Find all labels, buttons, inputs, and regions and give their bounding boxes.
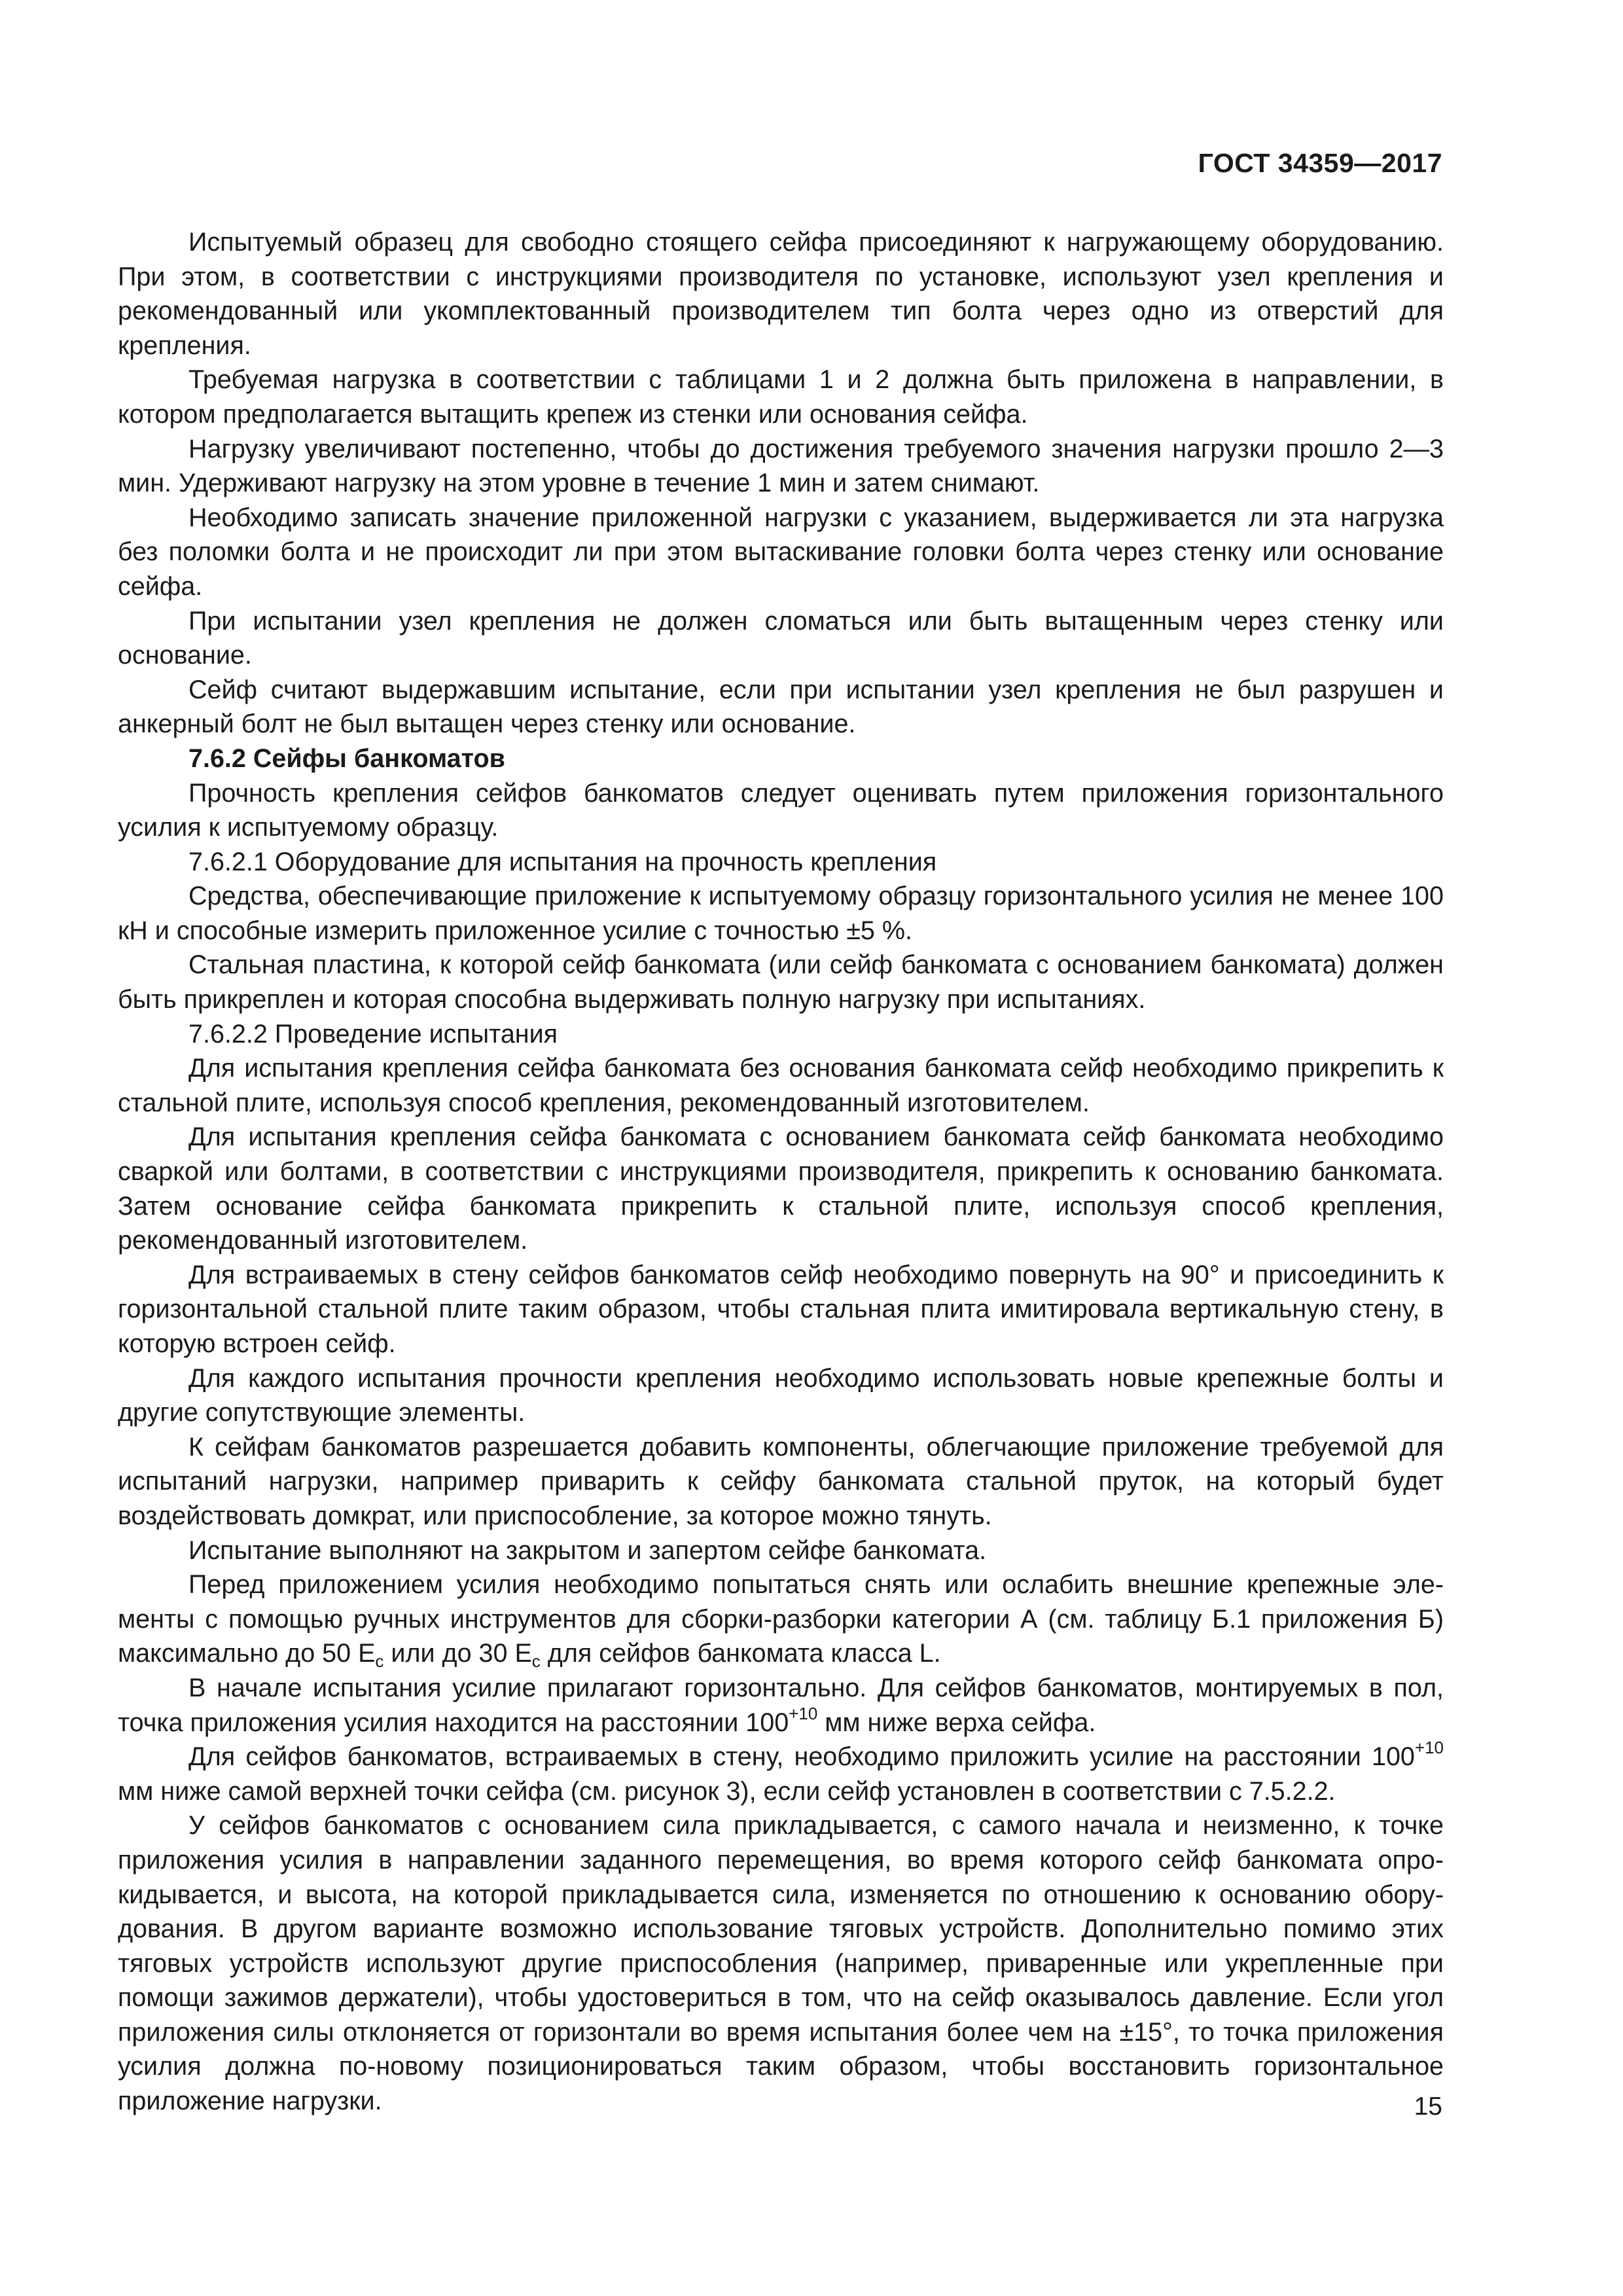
subsection-heading: 7.6.2.1 Оборудование для испытания на прочность крепления xyxy=(188,847,937,876)
document-body xyxy=(118,225,1444,2119)
subsection-heading: 7.6.2.2 Проведение испытания xyxy=(188,1019,558,1049)
paragraph: Стальная пластина, к которой сейф банкомата (или сейф банкомата с основанием банкомата) должен быть прикреплен и которая способна выдерживать полную нагрузку при испытаниях. xyxy=(118,950,1444,1014)
paragraph: Для испытания крепления сейфа банкомата с основанием банкомата сейф банкомата необходимо сваркой или болтами, в соответствии с инструкциями производителя, прикрепить к основанию банкомата. Затем основание сейфа банкомата прикрепить к стальной плите, используя способ крепления, рекомендованный изготовителем. xyxy=(118,1122,1444,1255)
paragraph: Для встраиваемых в стену сейфов банкоматов сейф необходимо повернуть на 90° и присоединить к горизонтальной стальной плите таким образом, чтобы стальная плита имитировала вертикальную стену, в которую встроен сейф. xyxy=(118,1260,1444,1358)
section-heading: 7.6.2 Сейфы банкоматов xyxy=(188,744,505,773)
paragraph: У сейфов банкоматов с основанием сила прикладывается, с самого начала и неизменно, к точке приложения усилия в направлении заданного перемещения, во время которого сейф банкомата опрокидывается, и высота, на которой прикладывается сила, изменяется по отношению к основанию оборудования. В другом варианте возможно использование тяговых устройств. Дополнительно помимо этих тяговых устройств используют другие приспособления (например, приваренные или укрепленные при помощи зажимов держатели), чтобы удостовериться в том, что на сейф оказывалось давление. Если угол приложения силы отклоняется от горизонтали во время испытания более чем на ±15°, то точка приложения усилия должна по-новому позиционироваться таким образом, чтобы восстановить горизонтальное приложение нагрузки. xyxy=(118,1811,1444,2116)
tolerance-superscript: +10 xyxy=(789,1703,818,1723)
text-run: мм ниже верха сейфа. xyxy=(817,1708,1096,1737)
paragraph: Для испытания крепления сейфа банкомата без основания банкомата сейф необходимо прикрепить к стальной плите, используя способ крепления, рекомендованный изготовителем. xyxy=(118,1054,1444,1117)
paragraph: Необходимо записать значение приложенной нагрузки с указанием, выдерживается ли эта нагрузка без поломки болта и не происходит ли при этом вытаскивание головки болта через стенку или основание сейфа. xyxy=(118,503,1444,601)
paragraph: Нагрузку увеличивают постепенно, чтобы до достижения требуемого значения нагрузки прошло 2—3 мин. Удерживают нагрузку на этом уровне в течение 1 мин и затем снимают. xyxy=(118,434,1444,498)
text-run: Перед приложением усилия необходимо попытаться снять или ослабить внешние крепежные элементы с помощью ручных инструментов для сборки-разборки категории А (см. таблицу Б.1 приложения Б) максимально до 50 Е xyxy=(118,1570,1444,1668)
text-run: или до 30 Е xyxy=(383,1639,532,1668)
paragraph: Средства, обеспечивающие приложение к испытуемому образцу горизонтального усилия не менее 100 кН и способные измерить приложенное усилие с точностью ±5 %. xyxy=(118,882,1444,945)
paragraph-floor-safes xyxy=(118,1671,1444,1740)
paragraph: Требуемая нагрузка в соответствии с таблицами 1 и 2 должна быть приложена в направлении, в котором предполагается вытащить крепеж из стенки или основания сейфа. xyxy=(118,365,1444,429)
standard-designation: ГОСТ 34359—2017 xyxy=(1198,148,1442,178)
paragraph: Испытуемый образец для свободно стоящего сейфа присоединяют к нагружающему оборудованию. При этом, в соответствии с инструкциями производителя по установке, используют узел крепления и рекомендованный или укомплектованный производителем тип болта через одно из отверстий для крепления. xyxy=(118,228,1444,360)
paragraph: К сейфам банкоматов разрешается добавить компоненты, облегчающие приложение требуемой для испытаний нагрузки, например приварить к сейфу банкомата стальной пруток, на который будет воздействовать домкрат, или приспособление, за которое можно тянуть. xyxy=(118,1432,1444,1530)
text-run: В начале испытания усилие прилагают горизонтально. Для сейфов банкоматов, монтируемых в пол, точка приложения усилия находится на расстоянии 100 xyxy=(118,1673,1444,1737)
text-run: для сейфов банкомата класса L. xyxy=(540,1639,941,1668)
tolerance-superscript: +10 xyxy=(1414,1738,1444,1758)
page-number: 15 xyxy=(1414,2092,1442,2121)
text-run: мм ниже самой верхней точки сейфа (см. рисунок 3), если сейф установлен в соответствии с 7.5.2.2. xyxy=(118,1776,1336,1806)
paragraph: Для каждого испытания прочности крепления необходимо использовать новые крепежные болты и другие сопутствующие элементы. xyxy=(118,1363,1444,1427)
subscript: с xyxy=(531,1651,541,1672)
subscript: с xyxy=(375,1651,384,1672)
paragraph-wall-safes xyxy=(118,1740,1444,1808)
paragraph-tools xyxy=(118,1568,1444,1671)
text-run: Для сейфов банкоматов, встраиваемых в стену, необходимо приложить усилие на расстоянии 100 xyxy=(188,1742,1415,1772)
paragraph: При испытании узел крепления не должен сломаться или быть вытащенным через стенку или основание. xyxy=(118,606,1444,670)
paragraph: Сейф считают выдержавшим испытание, если при испытании узел крепления не был разрушен и анкерный болт не был вытащен через стенку или основание. xyxy=(118,675,1444,739)
paragraph: Прочность крепления сейфов банкоматов следует оценивать путем приложения горизонтального усилия к испытуемому образцу. xyxy=(118,778,1444,842)
paragraph: Испытание выполняют на закрытом и запертом сейфе банкомата. xyxy=(188,1535,987,1565)
